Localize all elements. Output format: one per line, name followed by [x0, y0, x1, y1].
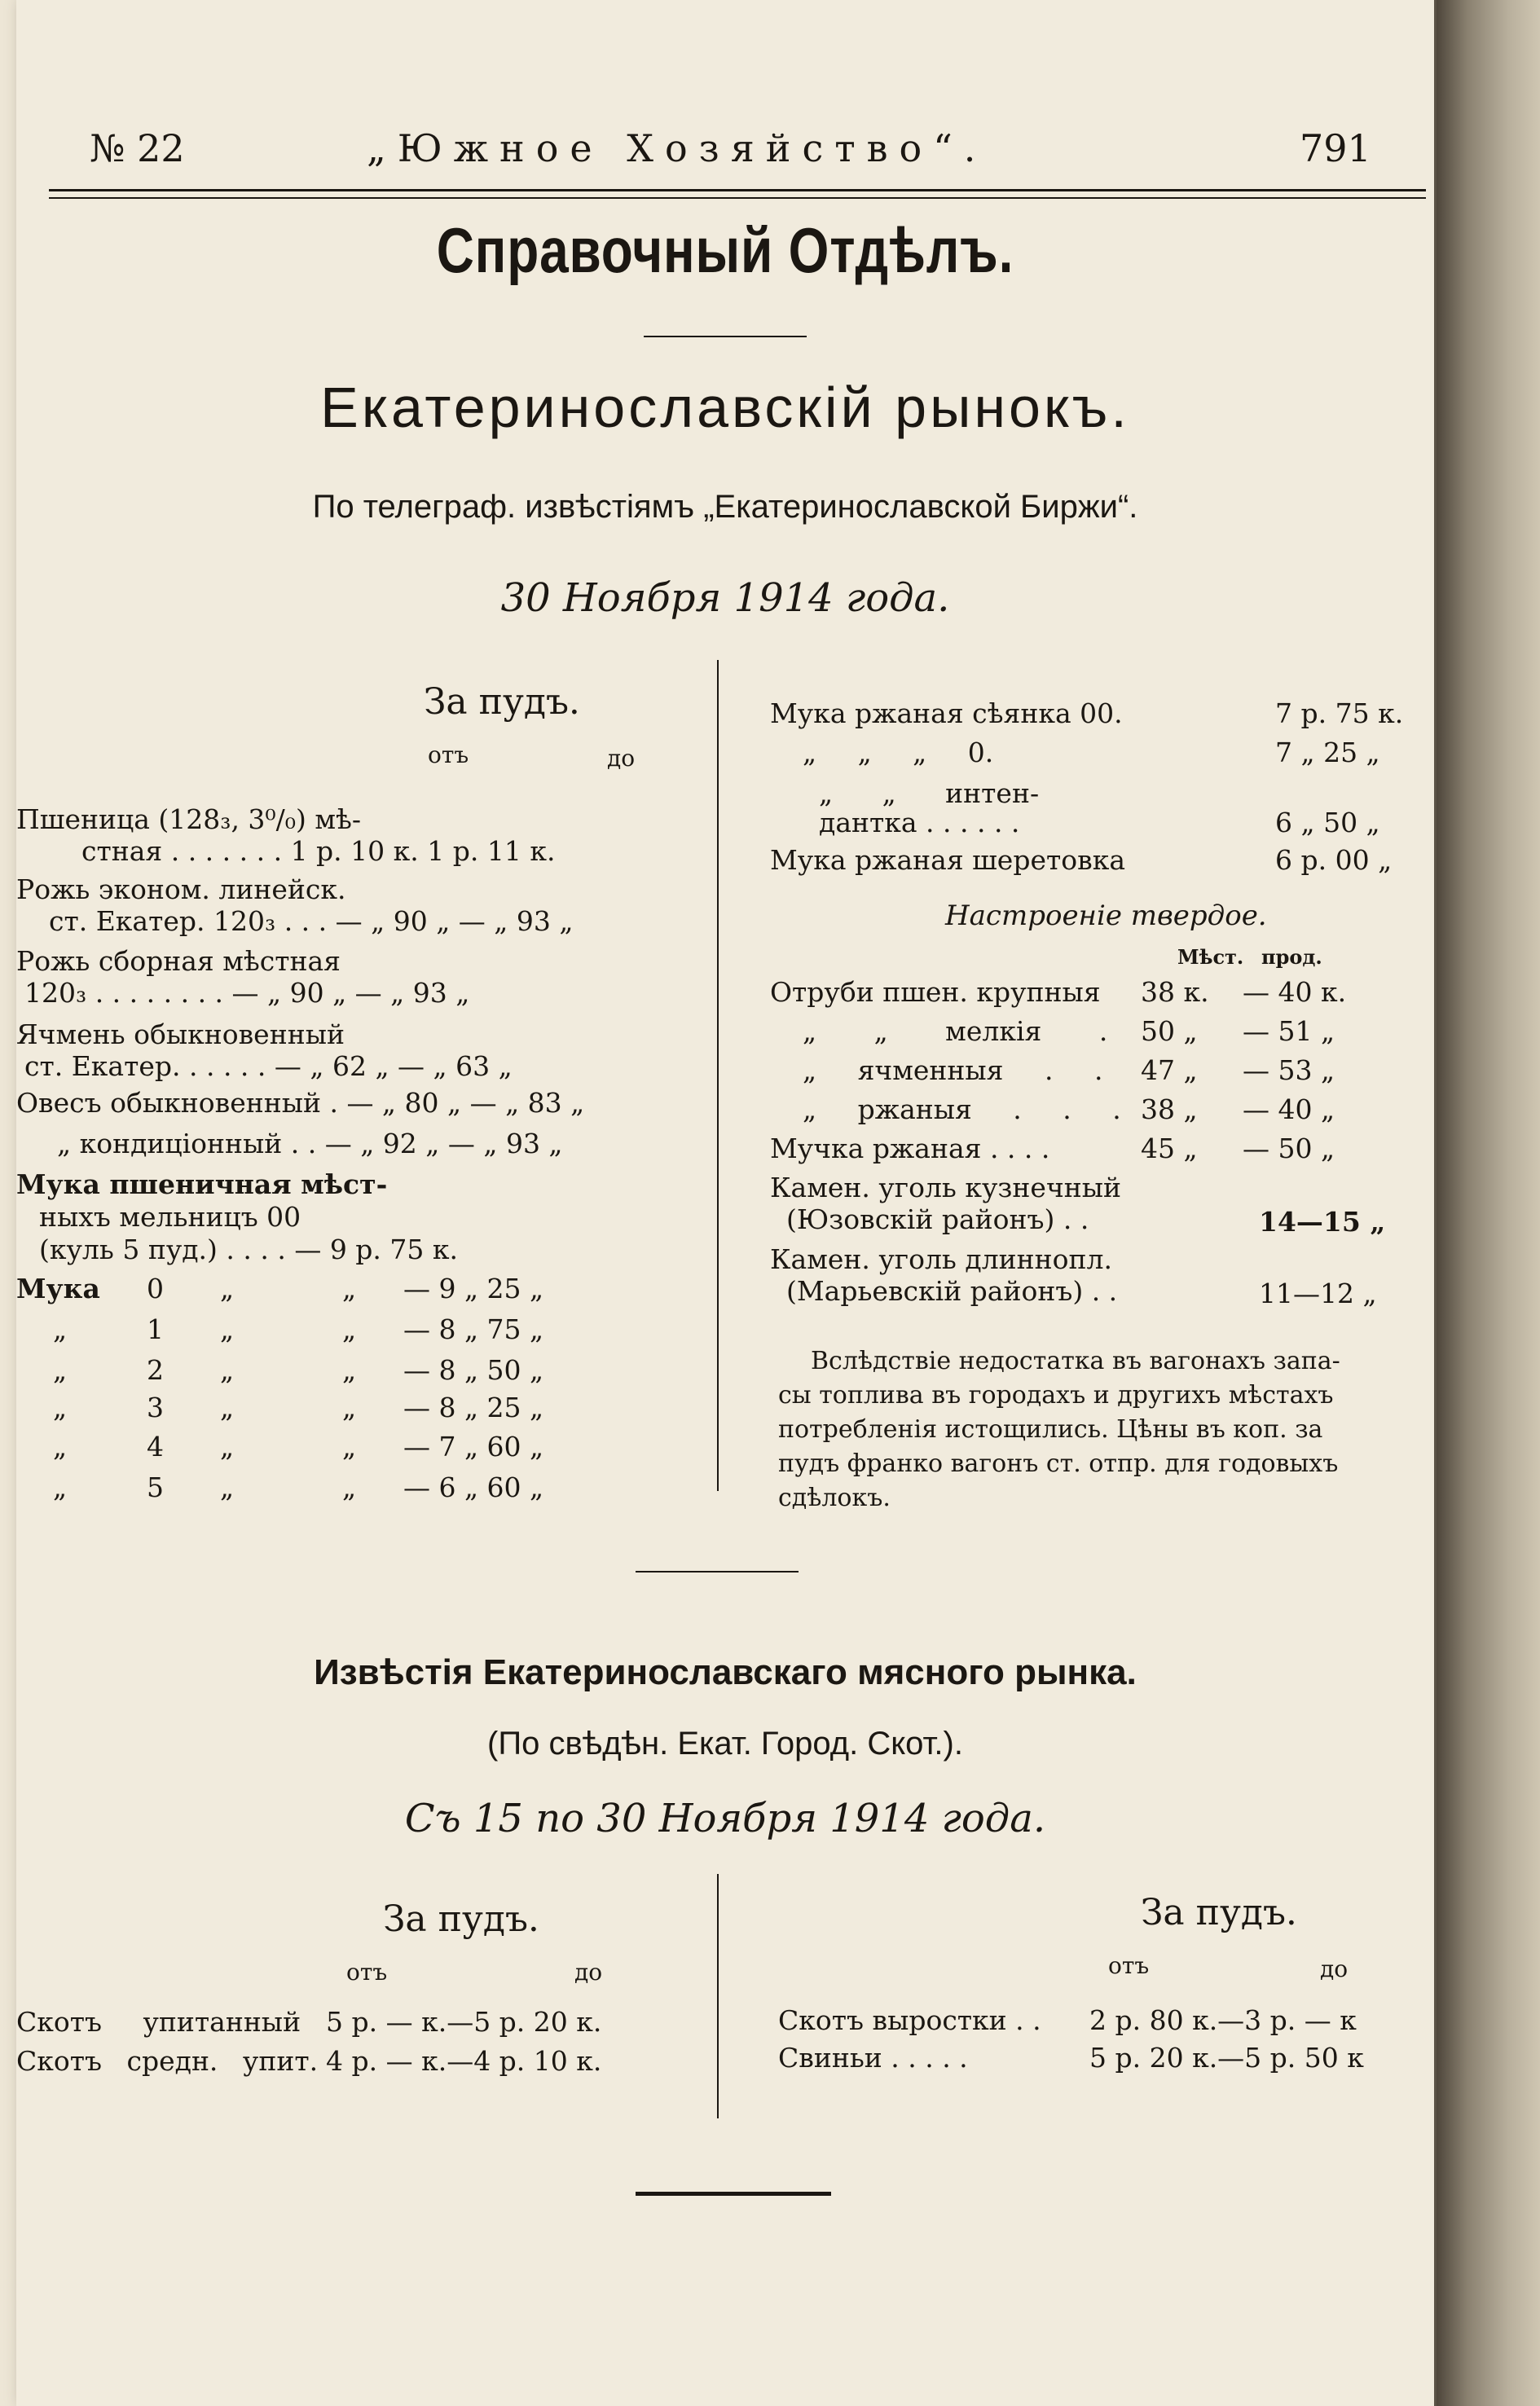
sale-price: — 40 „	[1243, 1093, 1335, 1125]
row-line: 120₃ . . . . . . . . — „ 90 „ — „ 93 „	[24, 977, 470, 1009]
row-price: 11—12 „	[1259, 1278, 1377, 1309]
local-price: 38 к.	[1141, 976, 1209, 1008]
row-label: Свиньи . . . . .	[778, 2042, 968, 2074]
local-price: 38 „	[1141, 1093, 1198, 1125]
row-label: Скотъ выростки . .	[778, 2004, 1041, 2036]
note-line: пудъ франко вагонъ ст. отпр. для годовыхъ	[778, 1449, 1339, 1478]
ditto-mark: „	[53, 1313, 68, 1345]
meat-row	[16, 2006, 693, 2042]
flour-price: — 9 „ 25 „	[403, 1273, 544, 1304]
ditto-mark: „	[342, 1392, 357, 1423]
row-price: 2 р. 80 к.—3 р. — к	[1089, 2004, 1357, 2036]
price-row-barley	[16, 1018, 513, 1082]
rye-flour-row	[770, 807, 1422, 842]
ditto-mark: „	[53, 1471, 68, 1503]
sale-price: — 53 „	[1243, 1054, 1335, 1086]
ditto-mark: „	[220, 1313, 235, 1345]
flour-intro-line-2: ныхъ мельницъ 00	[39, 1201, 301, 1233]
flour-row	[16, 1354, 636, 1390]
bran-row	[770, 1054, 1422, 1090]
local-price: 47 „	[1141, 1054, 1198, 1086]
rye-flour-row	[770, 697, 1422, 733]
row-price: 14—15 „	[1259, 1206, 1386, 1238]
meat-left-heading: За пудъ.	[383, 1898, 539, 1940]
row-line: Рожь сборная мѣстная	[16, 945, 341, 977]
issue-number: № 22	[90, 126, 185, 170]
row-label: Камен. уголь длиннопл.	[770, 1243, 1112, 1275]
header-rule-thin	[49, 197, 1426, 199]
local-label: Мѣст.	[1177, 945, 1244, 969]
row-label: Скотъ упитанный	[16, 2006, 301, 2038]
meat-market-date: Съ 15 по 30 Ноября 1914 года.	[404, 1796, 1046, 1841]
meat-row	[778, 2042, 1430, 2078]
row-label: „ „ интен-	[819, 777, 1040, 809]
row-price: 5 р. 20 к.—5 р. 50 к	[1089, 2042, 1364, 2074]
meat-market-title: Извѣстiя Екатеринославскаго мясного рынка.	[314, 1652, 1137, 1692]
note-line: потребленiя истощились. Цѣны въ коп. за	[778, 1415, 1323, 1444]
row-label: (Марьевскiй районъ) . .	[786, 1275, 1118, 1307]
ditto-mark: „	[342, 1273, 357, 1304]
ditto-mark: „	[342, 1354, 357, 1386]
flour-grade: 5	[147, 1471, 164, 1503]
ditto-mark: „	[53, 1354, 68, 1386]
bran-row	[770, 1093, 1422, 1129]
meat-row	[16, 2045, 693, 2081]
rye-flour-row	[770, 844, 1422, 880]
row-label: Камен. уголь кузнечный	[770, 1172, 1122, 1203]
row-price: 4 р. — к.—4 р. 10 к.	[326, 2045, 602, 2077]
flour-intro-line-1: Мука пшеничная мѣст-	[16, 1168, 388, 1200]
sale-price: — 50 „	[1243, 1133, 1335, 1164]
price-row-wheat	[16, 803, 555, 867]
flour-price: — 8 „ 75 „	[403, 1313, 544, 1345]
row-label: дантка . . . . . .	[819, 807, 1020, 838]
meat-row	[778, 2004, 1430, 2040]
market-date: 30 Ноября 1914 года.	[500, 575, 950, 621]
flour-name: Мука	[16, 1273, 100, 1304]
row-price: 6 „ 50 „	[1275, 807, 1380, 838]
from-label: отъ	[428, 741, 469, 768]
ditto-mark: „	[220, 1392, 235, 1423]
note-line: сдѣлокъ.	[778, 1484, 891, 1512]
column-divider	[717, 660, 719, 1491]
row-line: Пшеница (128₃, 3⁰/₀) мѣ-	[16, 803, 362, 835]
section-title: Справочный Отдѣлъ.	[436, 214, 1014, 286]
row-line: ст. Екатер. . . . . . — „ 62 „ — „ 63 „	[24, 1050, 513, 1082]
flour-row	[16, 1273, 636, 1309]
market-source: По телеграф. извѣстiямъ „Екатеринославской Биржи“.	[312, 489, 1138, 525]
bran-row	[770, 1015, 1422, 1051]
note-line: сы топлива въ городахъ и другихъ мѣстахъ	[778, 1381, 1334, 1410]
coal-row	[770, 1243, 1422, 1317]
price-row-rye-local	[16, 945, 469, 1009]
from-label: отъ	[1108, 1952, 1150, 1979]
row-label: „ „ мелкiя .	[803, 1015, 1108, 1047]
row-label: Мучка ржаная . . . .	[770, 1133, 1050, 1164]
flour-grade: 3	[147, 1392, 164, 1423]
sale-price: — 40 к.	[1243, 976, 1347, 1008]
flour-row	[16, 1431, 636, 1467]
rye-flour-row	[770, 737, 1422, 772]
ditto-mark: „	[220, 1273, 235, 1304]
ditto-mark: „	[342, 1471, 357, 1503]
row-label: Скотъ средн. упит.	[16, 2045, 319, 2077]
row-line: стная . . . . . . . 1 р. 10 к. 1 р. 11 к.	[81, 835, 556, 867]
ditto-mark: „	[342, 1313, 357, 1345]
flour-grade: 2	[147, 1354, 164, 1386]
row-price: 7 р. 75 к.	[1275, 697, 1404, 729]
row-label: „ „ „ 0.	[803, 737, 994, 768]
row-label: Отруби пшен. крупныя	[770, 976, 1101, 1008]
section-divider	[636, 1571, 799, 1572]
ditto-mark: „	[220, 1354, 235, 1386]
flour-grade: 4	[147, 1431, 164, 1463]
local-price: 45 „	[1141, 1133, 1198, 1164]
price-row-rye-economy	[16, 873, 573, 937]
row-label: (Юзовскiй районъ) . .	[786, 1203, 1089, 1235]
bran-row	[770, 1133, 1422, 1168]
to-label: до	[1320, 1955, 1349, 1982]
flour-intro-line-3: (куль 5 пуд.) . . . . — 9 р. 75 к.	[39, 1234, 458, 1265]
meat-column-divider	[717, 1874, 719, 2118]
flour-grade: 1	[147, 1313, 164, 1345]
flour-row	[16, 1313, 636, 1349]
book-page-edge	[1437, 0, 1540, 2406]
row-price: 7 „ 25 „	[1275, 737, 1380, 768]
meat-right-heading: За пудъ.	[1141, 1892, 1297, 1933]
sale-label: прод.	[1261, 945, 1322, 969]
row-line: ст. Екатер. 120₃ . . . — „ 90 „ — „ 93 „	[49, 905, 574, 937]
row-line: Ячмень обыкновенный	[16, 1018, 345, 1050]
row-line: Рожь эконом. линейск.	[16, 873, 346, 905]
note-line: Вслѣдствiе недостатка въ вагонахъ запа-	[811, 1347, 1340, 1375]
row-price: 6 р. 00 „	[1275, 844, 1393, 876]
ditto-mark: „	[53, 1392, 68, 1423]
ditto-mark: „	[220, 1471, 235, 1503]
flour-row	[16, 1471, 636, 1507]
from-label: отъ	[346, 1959, 388, 1986]
ditto-mark: „	[220, 1431, 235, 1463]
meat-market-source: (По свѣдѣн. Екат. Город. Скот.).	[487, 1726, 963, 1762]
end-rule	[636, 2192, 831, 2196]
flour-row	[16, 1392, 636, 1427]
market-mood: Настроенiе твердое.	[945, 900, 1267, 932]
local-price: 50 „	[1141, 1015, 1198, 1047]
row-label: „ ячменныя . .	[803, 1054, 1103, 1086]
flour-price: — 8 „ 25 „	[403, 1392, 544, 1423]
row-label: Мука ржаная шеретовка	[770, 844, 1125, 876]
flour-price: — 8 „ 50 „	[403, 1354, 544, 1386]
journal-title: „Южное Хозяйство“.	[367, 126, 988, 170]
market-title: Екатеринославскiй рынокъ.	[320, 376, 1130, 439]
journal-page	[16, 0, 1437, 2406]
row-label: „ ржаныя . . .	[803, 1093, 1121, 1125]
flour-price: — 7 „ 60 „	[403, 1431, 544, 1463]
title-divider	[644, 336, 807, 337]
flour-price: — 6 „ 60 „	[403, 1471, 544, 1503]
header-rule	[49, 189, 1426, 191]
price-row-oats: Овесъ обыкновенный . — „ 80 „ — „ 83 „	[16, 1087, 585, 1119]
flour-grade: 0	[147, 1273, 164, 1304]
row-price: 5 р. — к.—5 р. 20 к.	[326, 2006, 602, 2038]
coal-row	[770, 1172, 1422, 1245]
ditto-mark: „	[342, 1431, 357, 1463]
ditto-mark: „	[53, 1431, 68, 1463]
sale-price: — 51 „	[1243, 1015, 1335, 1047]
bran-row	[770, 976, 1422, 1012]
to-label: до	[574, 1959, 603, 1986]
price-row-oats-conditioned: „ кондицiонный . . — „ 92 „ — „ 93 „	[57, 1128, 563, 1159]
supply-note	[778, 1344, 1430, 1515]
page-number: 791	[1300, 126, 1371, 170]
row-label: Мука ржаная сѣянка 00.	[770, 697, 1123, 729]
per-pood-heading: За пудъ.	[424, 681, 580, 723]
to-label: до	[607, 745, 636, 772]
